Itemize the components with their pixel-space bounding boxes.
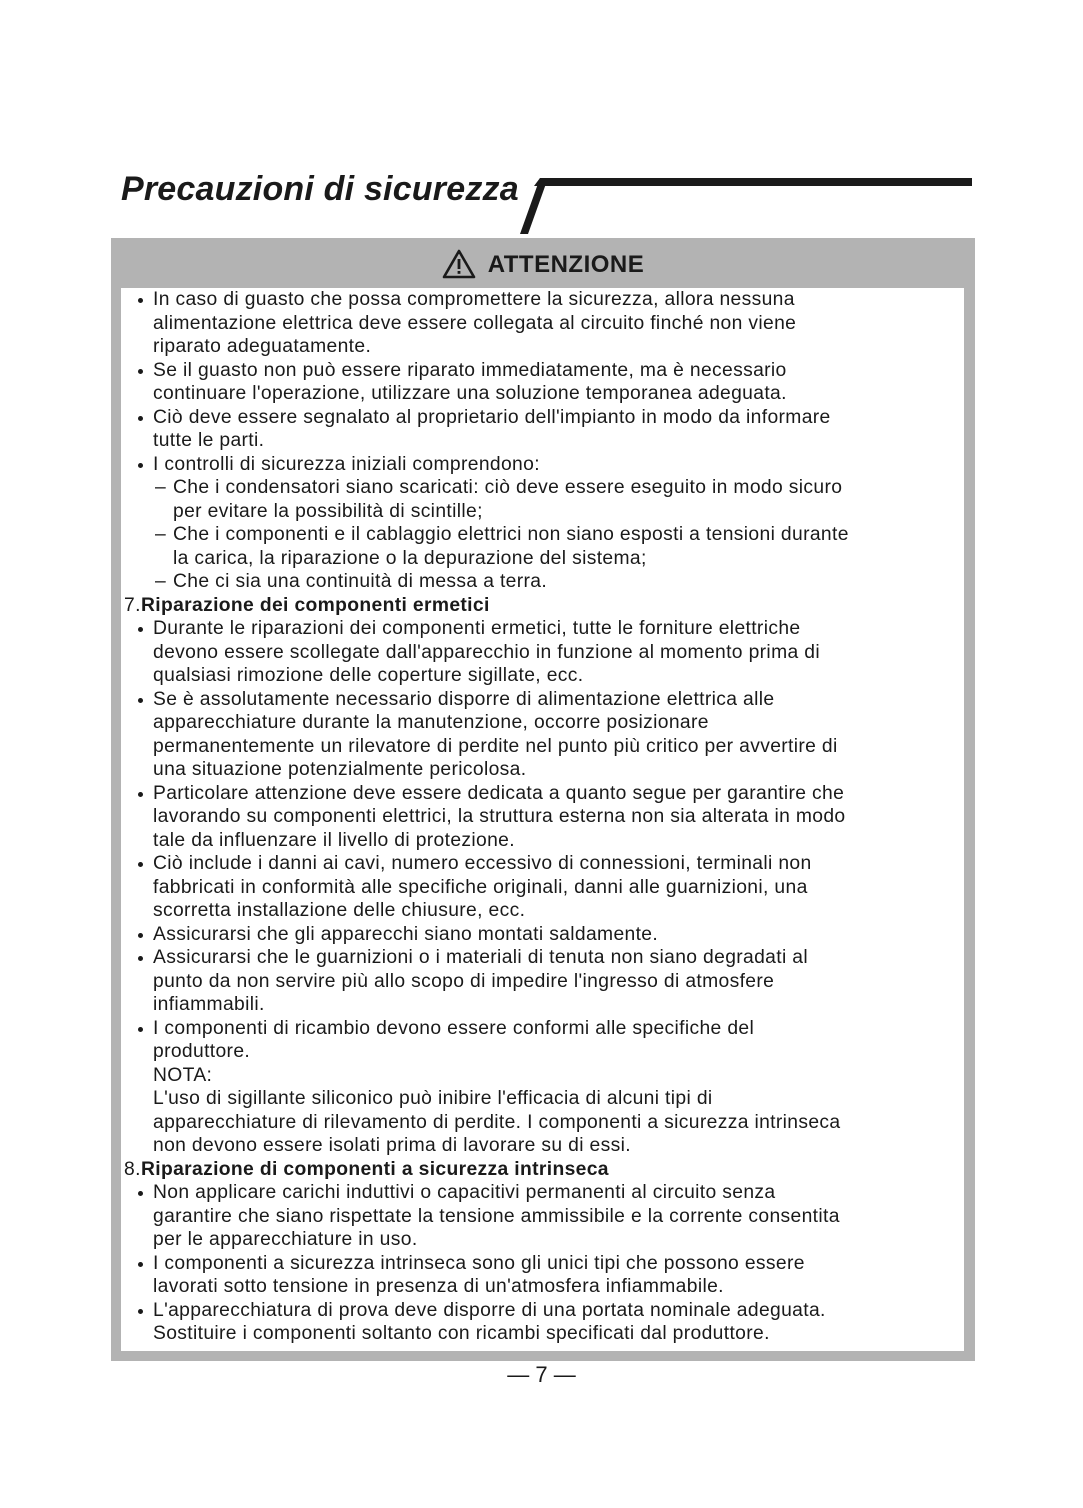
warning-triangle-icon <box>442 249 476 279</box>
text-line: qualsiasi rimozione delle coperture sigillate, ecc. <box>153 665 584 686</box>
bullet-dot-icon <box>138 1262 143 1267</box>
bullet-text: Non applicare carichi induttivi o capacitivi permanenti al circuito senza <box>153 1182 776 1203</box>
bullet-dot-icon <box>138 792 143 797</box>
bullet-dot-icon <box>138 862 143 867</box>
bullet-text: Assicurarsi che le guarnizioni o i materiali di tenuta non siano degradati al <box>153 947 809 968</box>
bullet-item <box>111 782 971 806</box>
bullet-item <box>111 359 971 383</box>
bullet-text: I componenti di ricambio devono essere conformi alle specifiche del <box>153 1017 755 1039</box>
bullet-item <box>111 1252 971 1276</box>
bullet-text: I componenti a sicurezza intrinseca sono gli unici tipi che possono essere <box>153 1252 805 1274</box>
bullet-item <box>111 453 971 477</box>
text-line: garantire che siano rispettate la tensione ammissibile e la corrente consentita <box>153 1205 840 1227</box>
page-number: — 7 — <box>507 1362 576 1387</box>
bullet-dot-icon <box>138 463 143 468</box>
section-number: 7. <box>124 594 141 616</box>
bullet-text: In caso di guasto che possa compromettere la sicurezza, allora nessuna <box>153 289 795 310</box>
dash-item <box>111 523 971 547</box>
section-title: Riparazione dei componenti ermetici <box>141 594 490 616</box>
bullet-text: Ciò include i danni ai cavi, numero eccessivo di connessioni, terminali non <box>153 853 812 874</box>
bullet-dot-icon <box>138 956 143 961</box>
bullet-dot-icon <box>138 698 143 703</box>
dash-text: Che ci sia una continuità di messa a terra. <box>173 571 548 592</box>
text-line: la carica, la riparazione o la depurazione del sistema; <box>173 547 647 569</box>
text-line: NOTA: <box>153 1064 213 1086</box>
text-line: apparecchiature di rilevamento di perdite. I componenti a sicurezza intrinseca <box>153 1111 841 1133</box>
section-heading <box>111 1158 971 1182</box>
dash-icon: – <box>155 571 167 592</box>
page-title: Precauzioni di sicurezza <box>121 170 519 208</box>
bullet-item <box>111 688 971 712</box>
text-line: punto da non servire più allo scopo di impedire l'ingresso di atmosfere <box>153 970 775 992</box>
bullet-dot-icon <box>138 1191 143 1196</box>
text-line: continuare l'operazione, utilizzare una soluzione temporanea adeguata. <box>153 383 787 404</box>
text-line: devono essere scollegate dall'apparecchio in funzione al momento prima di <box>153 641 820 663</box>
text-line: per le apparecchiature in uso. <box>153 1229 418 1250</box>
bullet-text: Durante le riparazioni dei componenti ermetici, tutte le forniture elettriche <box>153 618 801 639</box>
bullet-text: L'apparecchiatura di prova deve disporre di una portata nominale adeguata. <box>153 1299 826 1321</box>
section-number: 8. <box>124 1158 141 1180</box>
bullet-dot-icon <box>138 298 143 303</box>
bullet-text: Se è assolutamente necessario disporre di alimentazione elettrica alle <box>153 688 775 710</box>
text-line: fabbricati in conformità alle specifiche originali, danni alle guarnizioni, una <box>153 876 808 898</box>
text-line: scorretta installazione delle chiusure, ecc. <box>153 900 526 921</box>
section-title: Riparazione di componenti a sicurezza intrinseca <box>141 1158 609 1180</box>
bullet-text: Se il guasto non può essere riparato immediatamente, ma è necessario <box>153 359 787 381</box>
dash-icon: – <box>155 477 167 498</box>
bullet-text: I controlli di sicurezza iniziali comprendono: <box>153 453 540 475</box>
text-line: lavorando su componenti elettrici, la struttura esterna non sia alterata in modo <box>153 806 846 827</box>
bullet-item <box>111 946 971 970</box>
bullet-text: Particolare attenzione deve essere dedicata a quanto segue per garantire che <box>153 782 845 804</box>
text-line: apparecchiature durante la manutenzione, occorre posizionare <box>153 712 709 733</box>
dash-text: Che i componenti e il cablaggio elettrici non siano esposti a tensioni durante <box>173 524 849 545</box>
dash-item <box>111 570 971 594</box>
bullet-item <box>111 617 971 641</box>
bullet-item <box>111 1181 971 1205</box>
bullet-item <box>111 1017 971 1041</box>
bullet-item <box>111 406 971 430</box>
text-line: una situazione potenzialmente pericolosa. <box>153 759 527 780</box>
bullet-dot-icon <box>138 1309 143 1314</box>
text-line: lavorati sotto tensione in presenza di un'atmosfera infiammabile. <box>153 1276 724 1297</box>
bullet-item <box>111 288 971 312</box>
warning-heading: ATTENZIONE <box>487 251 645 278</box>
text-line: per evitare la possibilità di scintille; <box>173 500 483 522</box>
bullet-item <box>111 923 971 947</box>
bullet-dot-icon <box>138 1027 143 1032</box>
text-line: permanentemente un rilevatore di perdite nel punto più critico per avvertire di <box>153 735 838 757</box>
title-underline-rule <box>512 176 972 236</box>
text-line: riparato adeguatamente. <box>153 336 372 357</box>
bullet-item <box>111 852 971 876</box>
dash-icon: – <box>155 524 167 545</box>
bullet-dot-icon <box>138 627 143 632</box>
text-line: non devono essere isolati prima di lavorare su di essi. <box>153 1135 631 1156</box>
dash-item <box>111 476 971 500</box>
bullet-text: Assicurarsi che gli apparecchi siano montati saldamente. <box>153 923 659 945</box>
bullet-dot-icon <box>138 369 143 374</box>
bullet-text: Ciò deve essere segnalato al proprietario dell'impianto in modo da informare <box>153 406 831 428</box>
dash-text: Che i condensatori siano scaricati: ciò deve essere eseguito in modo sicuro <box>173 477 843 498</box>
text-line: tale da influenzare il livello di protezione. <box>153 829 515 851</box>
bullet-dot-icon <box>138 933 143 938</box>
text-line: L'uso di sigillante siliconico può inibire l'efficacia di alcuni tipi di <box>153 1088 713 1109</box>
text-line: alimentazione elettrica deve essere collegata al circuito finché non viene <box>153 312 797 334</box>
text-line: tutte le parti. <box>153 430 265 451</box>
bullet-dot-icon <box>138 416 143 421</box>
text-line: produttore. <box>153 1041 251 1062</box>
section-heading <box>111 594 971 618</box>
warning-content <box>111 288 971 1346</box>
warning-panel-header <box>111 238 975 286</box>
bullet-item <box>111 1299 971 1323</box>
text-line: Sostituire i componenti soltanto con ricambi specificati dal produttore. <box>153 1323 770 1344</box>
text-line: infiammabili. <box>153 994 265 1015</box>
